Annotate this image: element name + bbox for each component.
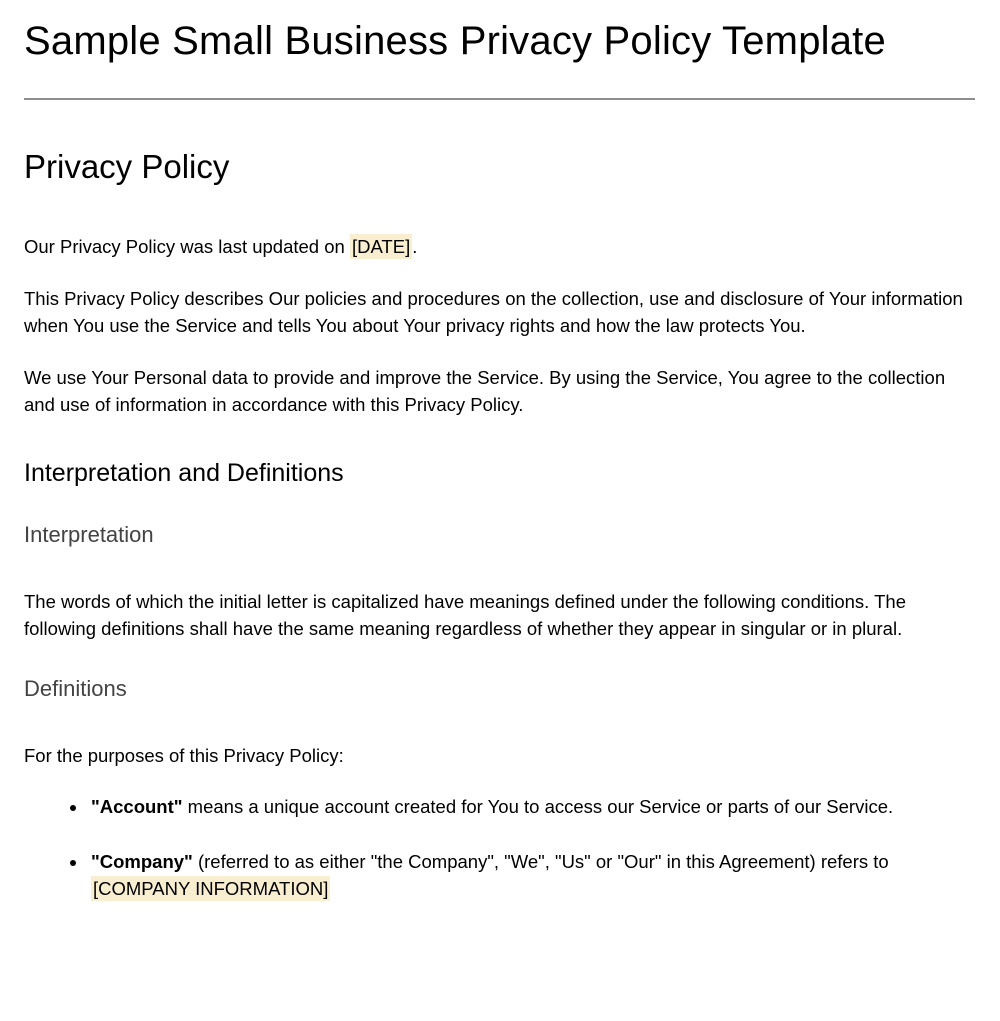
last-updated-text-after: . — [412, 236, 418, 257]
paragraph-policy-description: This Privacy Policy describes Our policies and procedures on the collection, use and disclosure of Your information when You use the Service and tells You about Your privacy rights and how the law protects You. — [24, 287, 963, 336]
heading-definitions: Definitions — [24, 675, 127, 701]
term-account: "Account" — [91, 796, 183, 817]
heading-interpretation-and-definitions: Interpretation and Definitions — [24, 458, 344, 487]
privacy-policy-heading: Privacy Policy — [24, 148, 230, 185]
document-title: Sample Small Business Privacy Policy Template — [24, 19, 886, 63]
paragraph-personal-data: We use Your Personal data to provide and improve the Service. By using the Service, You agree to the collection and use of information in accordance with this Privacy Policy. — [24, 366, 946, 415]
paragraph-definitions-intro: For the purposes of this Privacy Policy: — [24, 744, 344, 766]
list-item-account — [88, 793, 975, 821]
list-item-company — [88, 848, 975, 903]
paragraph-interpretation-body: The words of which the initial letter is capitalized have meanings defined under the following conditions. The following definitions shall have the same meaning regardless of whether they appear in singular or in plural. — [24, 590, 907, 639]
definitions-list — [24, 793, 975, 903]
title-divider — [24, 98, 975, 100]
last-updated-text-before: Our Privacy Policy was last updated on — [24, 236, 350, 257]
term-company: "Company" — [91, 850, 193, 872]
paragraph-last-updated — [24, 233, 975, 261]
date-placeholder-highlight: [DATE] — [351, 236, 411, 257]
document-page — [24, 8, 975, 903]
definition-account-text: means a unique account created for You to access our Service or parts of our Service. — [182, 796, 894, 817]
heading-interpretation: Interpretation — [24, 521, 154, 547]
company-information-placeholder-highlight: [COMPANY INFORMATION] — [93, 878, 329, 899]
definition-company-text: (referred to as either "the Company", "We", "Us" or "Our" in this Agreement) refers to — [192, 850, 889, 872]
